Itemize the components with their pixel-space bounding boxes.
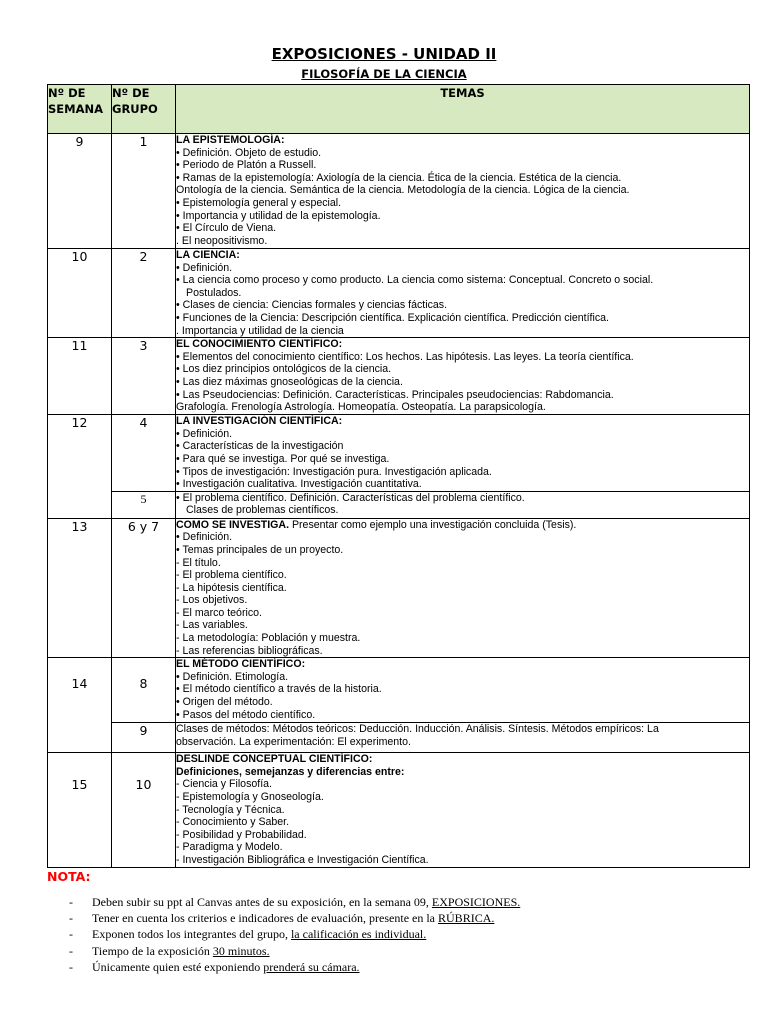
- grupo-cell: 5: [112, 491, 176, 518]
- note-text: Exponen todos los integrantes del grupo,: [92, 927, 291, 942]
- topic-line: • Definición.: [176, 428, 749, 441]
- topic-line: - Conocimiento y Saber.: [176, 816, 749, 829]
- semana-cell: 12: [48, 415, 112, 519]
- topic-line: observación. La experimentación: El experimento.: [176, 735, 411, 748]
- table-row: [48, 415, 750, 492]
- grupo-cell: 3: [112, 338, 176, 415]
- topic-line: Postulados.: [186, 286, 242, 299]
- topic-line: • Origen del método.: [176, 696, 749, 709]
- grupo-cell: 4: [112, 415, 176, 492]
- topic-line: • Ramas de la epistemología: Axiología de la ciencia. Ética de la ciencia. Estética de la ciencia.: [176, 172, 749, 185]
- table-row: [48, 658, 750, 723]
- table-header-row: [48, 85, 750, 134]
- topic-line: - Las variables.: [176, 619, 749, 632]
- topic-line: • Periodo de Platón a Russell.: [176, 159, 749, 172]
- note-text: Tener en cuenta los criterios e indicadores de evaluación, presente en la: [92, 911, 439, 926]
- topic-line: - El marco teórico.: [176, 607, 749, 620]
- topic-line: • Tipos de investigación: Investigación pura. Investigación aplicada.: [176, 466, 749, 479]
- grupo-cell: 10: [112, 753, 176, 867]
- topic-line: • Definición.: [176, 531, 749, 544]
- list-item: [69, 894, 520, 910]
- temas-cell: [176, 518, 750, 658]
- topic-line: - Investigación Bibliográfica e Investigación Científica.: [176, 854, 749, 867]
- topic-line: Ontología de la ciencia. Semántica de la ciencia. Metodología de la ciencia. Lógica de la ciencia.: [176, 184, 630, 197]
- semana-cell: 10: [48, 249, 112, 338]
- topic-title-line: [176, 519, 749, 532]
- topic-line: Clases de problemas científicos.: [186, 504, 339, 517]
- schedule-table: [47, 84, 750, 868]
- topic-title-rest: Presentar como ejemplo una investigación concluida (Tesis).: [289, 518, 577, 531]
- temas-cell: [176, 723, 750, 753]
- semana-cell: 13: [48, 518, 112, 658]
- header-semana: Nº DE SEMANA: [48, 85, 112, 134]
- topic-line: . El neopositivismo.: [176, 235, 749, 248]
- topic-line: • Funciones de la Ciencia: Descripción científica. Explicación científica. Predicción científica.: [176, 312, 749, 325]
- temas-cell: [176, 134, 750, 249]
- topic-line: - La metodología: Población y muestra.: [176, 632, 749, 645]
- topic-line: • Las diez máximas gnoseológicas de la ciencia.: [176, 376, 749, 389]
- list-item: [69, 926, 520, 942]
- header-grupo: Nº DE GRUPO: [112, 85, 176, 134]
- topic-line: • La ciencia como proceso y como producto. La ciencia como sistema: Conceptual. Concreto o social.: [176, 274, 749, 287]
- list-item: [69, 959, 520, 975]
- topic-line: - Los objetivos.: [176, 594, 749, 607]
- topic-line: • Definición. Objeto de estudio.: [176, 147, 749, 160]
- topic-line: • Importancia y utilidad de la epistemología.: [176, 210, 749, 223]
- table-row: [48, 518, 750, 658]
- topic-title: LA CIENCIA:: [176, 249, 240, 261]
- temas-cell: [176, 658, 750, 723]
- document-subtitle: FILOSOFÍA DE LA CIENCIA: [301, 67, 467, 81]
- topic-line: - La hipótesis científica.: [176, 582, 749, 595]
- topic-line: - Ciencia y Filosofía.: [176, 778, 749, 791]
- topic-line: - Posibilidad y Probabilidad.: [176, 829, 749, 842]
- temas-cell: [176, 249, 750, 338]
- topic-line: - El título.: [176, 557, 749, 570]
- topic-title: LA INVESTIGACIÓN CIENTÍFICA:: [176, 415, 343, 428]
- semana-cell: 9: [48, 134, 112, 249]
- topic-line: • Epistemología general y especial.: [176, 197, 749, 210]
- nota-list: [69, 894, 520, 975]
- note-underlined: EXPOSICIONES.: [431, 895, 521, 909]
- semana-cell: 15: [48, 753, 112, 867]
- grupo-cell: 6 y 7: [112, 518, 176, 658]
- topic-title: EL MÉTODO CIENTÍFICO:: [176, 658, 306, 671]
- topic-line: - Epistemología y Gnoseología.: [176, 791, 749, 804]
- topic-title: EL CONOCIMIENTO CIENTÍFICO:: [176, 338, 343, 351]
- topic-subtitle: Definiciones, semejanzas y diferencias entre:: [176, 765, 405, 778]
- note-underlined: prenderá su cámara.: [263, 959, 360, 974]
- topic-line: • Pasos del método científico.: [176, 709, 749, 722]
- grupo-cell: 2: [112, 249, 176, 338]
- topic-line: Grafología. Frenología Astrología. Homeopatía. Osteopatía. La parapsicología.: [176, 401, 546, 414]
- note-text: Únicamente quien esté exponiendo: [92, 959, 264, 974]
- topic-line: • Investigación cualitativa. Investigación cuantitativa.: [176, 478, 749, 491]
- topic-line: • El método científico a través de la historia.: [176, 683, 749, 696]
- table-row: [48, 491, 750, 518]
- table-row: [48, 249, 750, 338]
- topic-line: • Temas principales de un proyecto.: [176, 544, 749, 557]
- topic-line: • Elementos del conocimiento científico: Los hechos. Las hipótesis. Las leyes. La teoría científica.: [176, 351, 749, 364]
- note-text: Tiempo de la exposición: [92, 943, 213, 958]
- semana-cell: 11: [48, 338, 112, 415]
- grupo-cell: 9: [112, 723, 176, 753]
- topic-line: • El Círculo de Viena.: [176, 222, 749, 235]
- semana-cell: 14: [48, 658, 112, 753]
- topic-line: - Las referencias bibliográficas.: [176, 645, 749, 658]
- list-item: [69, 943, 520, 959]
- nota-label: NOTA:: [47, 869, 91, 884]
- note-underlined: 30 minutos.: [212, 943, 270, 958]
- table-row: [48, 134, 750, 249]
- table-row: [48, 723, 750, 753]
- temas-cell: [176, 491, 750, 518]
- topic-line: Clases de métodos: Métodos teóricos: Deducción. Inducción. Análisis. Síntesis. Métodos empíricos: La: [176, 723, 659, 736]
- grupo-cell: 8: [112, 658, 176, 723]
- topic-line: . Importancia y utilidad de la ciencia: [176, 325, 749, 338]
- topic-line: • Para qué se investiga. Por qué se investiga.: [176, 453, 749, 466]
- topic-line: - Paradigma y Modelo.: [176, 841, 749, 854]
- topic-line: • Clases de ciencia: Ciencias formales y ciencias fácticas.: [176, 299, 749, 312]
- document-title: EXPOSICIONES - UNIDAD II: [271, 45, 497, 63]
- topic-line: - Tecnología y Técnica.: [176, 804, 749, 817]
- topic-line: • Las Pseudociencias: Definición. Características. Principales pseudociencias: Rabdomancia.: [176, 389, 749, 402]
- list-item: [69, 910, 520, 926]
- topic-title: DESLINDE CONCEPTUAL CIENTÍFICO:: [176, 753, 373, 766]
- note-underlined: la calificación es individual.: [290, 927, 427, 942]
- grupo-cell: 1: [112, 134, 176, 249]
- topic-line: • El problema científico. Definición. Características del problema científico.: [176, 492, 749, 505]
- topic-line: • Definición.: [176, 262, 749, 275]
- topic-line: • Definición. Etimología.: [176, 671, 749, 684]
- topic-line: - El problema científico.: [176, 569, 749, 582]
- table-row: [48, 338, 750, 415]
- temas-cell: [176, 338, 750, 415]
- note-underlined: RÚBRICA.: [438, 911, 495, 926]
- table-row: [48, 753, 750, 867]
- topic-line: • Características de la investigación: [176, 440, 749, 453]
- topic-title: LA EPISTEMOLOGÍA:: [176, 134, 285, 146]
- note-text: Deben subir su ppt al Canvas antes de su exposición, en la semana 09,: [92, 895, 432, 909]
- temas-cell: [176, 415, 750, 492]
- temas-cell: [176, 753, 750, 867]
- topic-line: • Los diez principios ontológicos de la ciencia.: [176, 363, 749, 376]
- header-temas: TEMAS: [176, 85, 750, 134]
- topic-title: COMO SE INVESTIGA.: [176, 518, 290, 531]
